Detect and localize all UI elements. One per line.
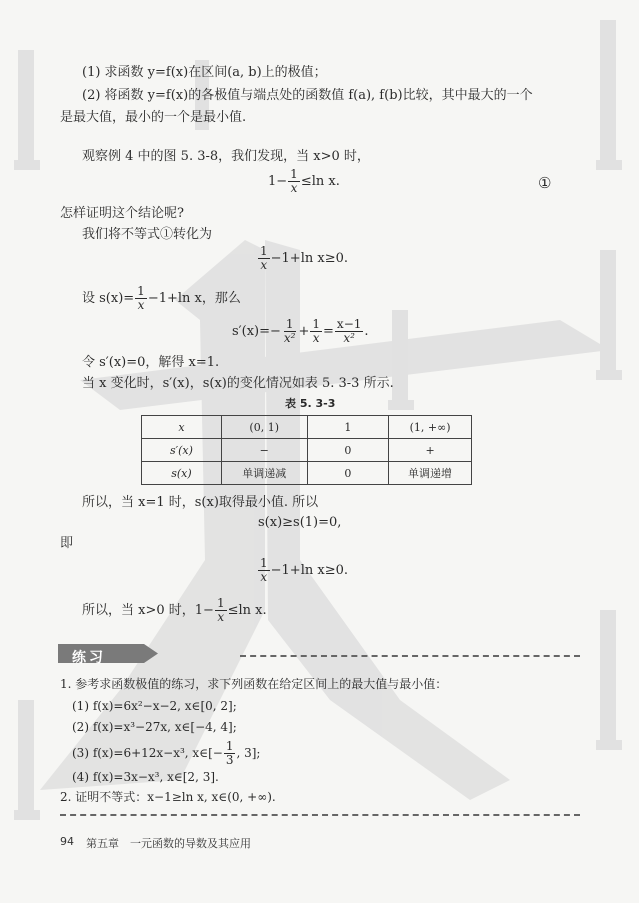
eq3-plus: + (298, 324, 310, 340)
item-3-tail: , 3]; (236, 746, 261, 761)
eq3-equals: = (323, 324, 334, 340)
exercise-1-item-3 (72, 740, 260, 767)
eq1-tail: ≤ln x. (300, 174, 340, 190)
min-equation: s(x)≥s(1)=0, (258, 515, 342, 530)
table-cell: (1, +∞) (389, 416, 472, 439)
item-3-numerator: 1 (225, 739, 234, 753)
eq3-fraction-3 (335, 318, 363, 345)
define-s-text (82, 285, 241, 312)
exercise-1-item-2: (2) f(x)=x³−27x, x∈[−4, 4]; (72, 720, 237, 734)
eq1-fraction (288, 168, 300, 195)
eq3-lead: s′(x)=− (232, 324, 281, 340)
table-row (142, 439, 472, 462)
eq2-fraction (258, 245, 270, 272)
eq2-tail: −1+ln x≥0. (270, 251, 348, 267)
table-cell: + (389, 439, 472, 462)
table-cell: x (142, 416, 222, 439)
table-cell: s(x) (142, 462, 222, 485)
inequality-2 (257, 245, 348, 272)
eq3-fraction-2 (310, 318, 322, 345)
eq5-tail: −1+ln x≥0. (270, 563, 348, 579)
conclusion-denominator: x (217, 610, 225, 625)
eq3-f3-numerator: x−1 (336, 317, 362, 331)
eq2-denominator: x (260, 258, 268, 273)
item-3-denominator: 3 (225, 753, 234, 768)
solve-text: 令 s′(x)=0，解得 x=1. (82, 355, 220, 370)
page-number: 94 (60, 835, 74, 848)
footer-chapter-title: 一元函数的导数及其应用 (130, 837, 251, 850)
equation-tag: ① (538, 174, 552, 192)
exercise-1-item-1: (1) f(x)=6x²−x−2, x∈[0, 2]; (72, 699, 237, 713)
conclusion-text (82, 597, 267, 624)
eq1-denominator: x (290, 181, 298, 196)
table-cell: 0 (307, 462, 389, 485)
table-row (142, 416, 472, 439)
conclusion-tail: ≤ln x. (227, 603, 267, 619)
therefore-text: 即 (60, 536, 74, 551)
eq3-f2-numerator: 1 (312, 317, 321, 331)
eq5-fraction (258, 557, 270, 584)
define-tail: −1+ln x，那么 (147, 291, 241, 307)
define-denominator: x (137, 298, 145, 313)
step-2-text: (2) 将函数 y=f(x)的各极值与端点处的函数值 f(a), f(b)比较，其中最大的一个 (82, 88, 533, 103)
eq1-lead: 1− (268, 174, 288, 190)
derivative-equation (232, 318, 369, 345)
conclusion-fraction (215, 597, 227, 624)
step-1-text: (1) 求函数 y=f(x)在区间(a, b)上的极值； (82, 65, 327, 80)
eq3-f1-denominator: x² (283, 331, 296, 346)
question-text: 怎样证明这个结论呢? (60, 206, 184, 221)
table-row (142, 462, 472, 485)
inequality-1 (268, 168, 340, 195)
step-2-continuation: 是最大值，最小的一个是最小值. (60, 110, 247, 125)
observation-text: 观察例 4 中的图 5. 3-8，我们发现，当 x>0 时， (82, 149, 370, 164)
eq3-f3-denominator: x² (343, 331, 355, 346)
footer-chapter: 第五章 (86, 837, 119, 850)
conclusion-numerator: 1 (216, 596, 225, 610)
eq3-fraction-1 (282, 318, 298, 345)
table-title: 表 5. 3-3 (285, 397, 336, 410)
eq5-numerator: 1 (260, 556, 268, 570)
table-cell: − (221, 439, 307, 462)
item-3-lead: (3) f(x)=6+12x−x³, x∈[− (72, 746, 223, 761)
table-cell: 单调递增 (389, 462, 472, 485)
exercise-bottom-divider (60, 814, 580, 816)
exercise-1: 1. 参考求函数极值的练习，求下列函数在给定区间上的最大值与最小值： (60, 677, 448, 691)
define-numerator: 1 (137, 284, 145, 298)
eq5-denominator: x (260, 570, 268, 585)
table-cell: 0 (307, 439, 389, 462)
eq2-numerator: 1 (260, 244, 268, 258)
eq1-numerator: 1 (290, 167, 298, 181)
eq3-f1-numerator: 1 (285, 317, 294, 331)
exercise-divider (240, 655, 580, 657)
exercise-1-item-4: (4) f(x)=3x−x³, x∈[2, 3]. (72, 770, 219, 784)
table-cell: 单调递减 (221, 462, 307, 485)
eq3-end: . (364, 324, 369, 340)
define-lead: 设 s(x)= (82, 291, 135, 307)
define-fraction (135, 285, 147, 312)
eq3-f2-denominator: x (312, 331, 320, 346)
minimum-text: 所以，当 x=1 时，s(x)取得最小值. 所以 (82, 495, 319, 510)
variation-table (141, 415, 472, 485)
exercise-header: 练习 (72, 650, 106, 666)
table-cell: s′(x) (142, 439, 222, 462)
inequality-5 (257, 557, 348, 584)
exercise-2: 2. 证明不等式：x−1≥ln x, x∈(0, +∞). (60, 790, 276, 804)
table-cell: (0, 1) (221, 416, 307, 439)
variation-text: 当 x 变化时，s′(x)，s(x)的变化情况如表 5. 3-3 所示. (82, 376, 394, 391)
transform-text: 我们将不等式①转化为 (82, 227, 213, 242)
item-3-fraction (224, 740, 236, 767)
table-cell: 1 (307, 416, 389, 439)
conclusion-lead: 所以，当 x>0 时，1− (82, 603, 214, 619)
